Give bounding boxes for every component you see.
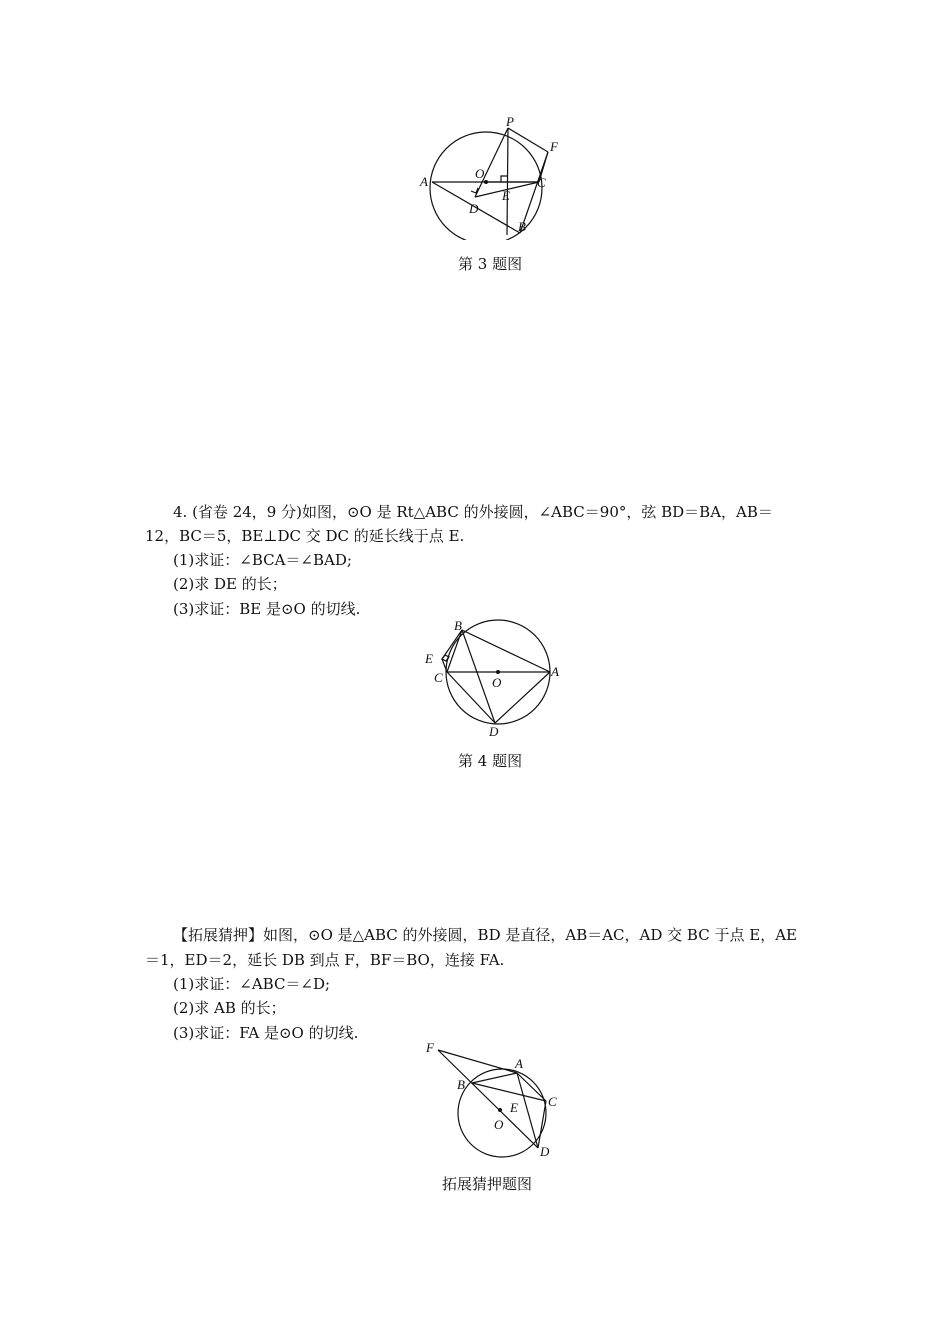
label-b: B <box>457 1077 465 1092</box>
label-e: E <box>502 188 510 203</box>
figure-extension-diagram <box>420 1040 570 1165</box>
figure-4-caption: 第 4 题图 <box>458 752 523 770</box>
figure-extension <box>420 1040 570 1165</box>
label-a: A <box>551 664 559 679</box>
figure-4-diagram <box>420 615 570 740</box>
problem-4-question-3: (3)求证：BE 是⊙O 的切线. <box>173 600 361 618</box>
figure-extension-caption: 拓展猜押题图 <box>442 1175 533 1193</box>
label-b: B <box>454 618 462 633</box>
problem-4-question-2: (2)求 DE 的长； <box>173 575 287 593</box>
label-f: F <box>550 139 558 154</box>
label-e: E <box>510 1100 518 1115</box>
label-d: D <box>540 1144 550 1159</box>
label-b: B <box>518 219 526 234</box>
label-d: D <box>489 724 499 739</box>
problem-4-line-1: 4. (省卷 24，9 分)如图，⊙O 是 Rt△ABC 的外接圆，∠ABC＝90°，弦 BD＝BA，AB＝ <box>173 503 773 521</box>
label-o: O <box>494 1117 504 1132</box>
label-o: O <box>492 675 502 690</box>
figure-4 <box>420 615 570 740</box>
label-c: C <box>537 175 546 190</box>
label-c: C <box>548 1094 557 1109</box>
problem-4-question-1: (1)求证：∠BCA＝∠BAD; <box>173 551 352 569</box>
label-e: E <box>425 651 433 666</box>
label-f: F <box>426 1040 434 1055</box>
extension-question-1: (1)求证：∠ABC＝∠D; <box>173 975 331 993</box>
label-a: A <box>515 1056 523 1071</box>
figure-3-diagram <box>415 115 565 240</box>
extension-question-2: (2)求 AB 的长； <box>173 999 286 1017</box>
label-o: O <box>475 166 485 181</box>
figure-3 <box>415 115 565 240</box>
label-d: D <box>469 201 479 216</box>
figure-3-caption: 第 3 题图 <box>458 255 523 273</box>
extension-line-2: ＝1，ED＝2，延长 DB 到点 F，BF＝BO，连接 FA. <box>145 951 505 969</box>
label-a: A <box>420 174 428 189</box>
problem-4-line-2: 12，BC＝5，BE⊥DC 交 DC 的延长线于点 E. <box>145 527 465 545</box>
label-p: P <box>506 115 514 129</box>
label-c: C <box>434 670 443 685</box>
extension-line-1: 【拓展猜押】如图，⊙O 是△ABC 的外接圆，BD 是直径，AB＝AC，AD 交 BC 于点 E，AE <box>173 926 797 944</box>
extension-question-3: (3)求证：FA 是⊙O 的切线. <box>173 1024 359 1042</box>
